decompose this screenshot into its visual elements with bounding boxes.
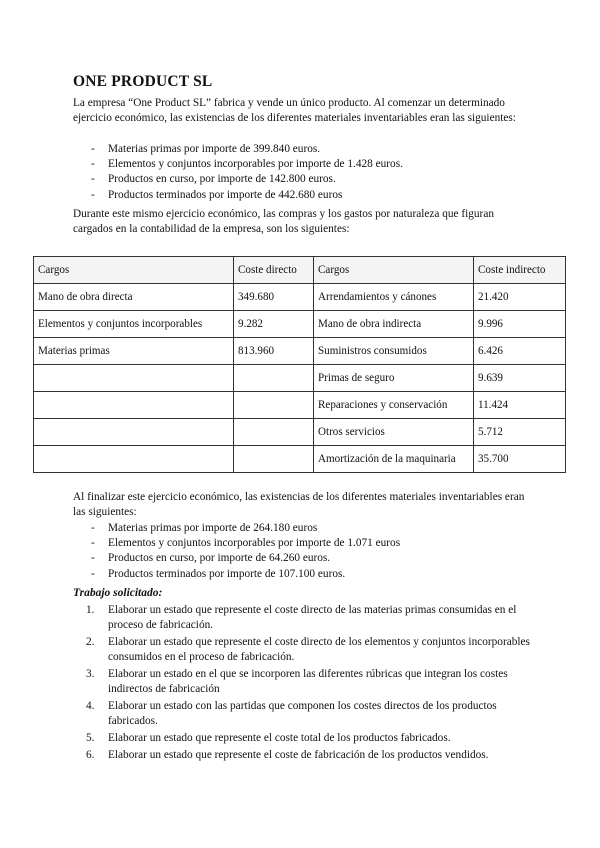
column-header: Cargos: [34, 257, 234, 284]
table-cell: [234, 392, 314, 419]
table-cell: [34, 365, 234, 392]
table-cell: Arrendamientos y cánones: [314, 284, 474, 311]
list-item: [73, 731, 543, 746]
table-cell: Mano de obra directa: [34, 284, 234, 311]
table-cell: Mano de obra indirecta: [314, 311, 474, 338]
list-item: - Productos terminados por importe de 107.100 euros.: [73, 567, 543, 582]
table-cell: 21.420: [474, 284, 566, 311]
list-item: [73, 635, 543, 665]
table-cell: 9.282: [234, 311, 314, 338]
list-item: - Materias primas por importe de 399.840 euros.: [73, 142, 543, 157]
table-row: [34, 365, 566, 392]
column-header: Cargos: [314, 257, 474, 284]
column-header: Coste directo: [234, 257, 314, 284]
table-cell: Elementos y conjuntos incorporables: [34, 311, 234, 338]
final-intro-paragraph: Al finalizar este ejercicio económico, las existencias de los diferentes materiales inventariables eran las siguientes:: [73, 491, 525, 519]
table-header-row: [34, 257, 566, 284]
task-number: 2.: [86, 636, 95, 648]
list-item: - Materias primas por importe de 264.180 euros: [73, 521, 543, 536]
task-text: Elaborar un estado en el que se incorporen las diferentes rúbricas que integran los costes indirectos de fabricación: [108, 668, 508, 696]
intro-paragraph: La empresa “One Product SL” fabrica y vende un único producto. Al comenzar un determinado ejercicio económico, las existencias de los diferentes materiales inventariables eran las siguientes:: [73, 97, 516, 125]
table-row: [34, 419, 566, 446]
task-number: 1.: [86, 604, 95, 616]
list-item: - Productos en curso, por importe de 142.800 euros.: [73, 172, 543, 187]
list-item: [73, 748, 543, 763]
work-heading: Trabajo solicitado:: [73, 587, 163, 599]
table-cell: Materias primas: [34, 338, 234, 365]
task-text: Elaborar un estado que represente el coste directo de los elementos y conjuntos incorporables consumidos en el proceso de fabricación.: [108, 636, 530, 664]
table-cell: Primas de seguro: [314, 365, 474, 392]
table-cell: 5.712: [474, 419, 566, 446]
list-item: - Productos en curso, por importe de 64.260 euros.: [73, 551, 543, 566]
table-cell: Amortización de la maquinaria: [314, 446, 474, 473]
table-row: [34, 392, 566, 419]
table-cell: 6.426: [474, 338, 566, 365]
table-row: [34, 284, 566, 311]
task-number: 6.: [86, 748, 95, 761]
table-cell: [234, 419, 314, 446]
purchases-intro-paragraph: Durante este mismo ejercicio económico, las compras y los gastos por naturaleza que figuran cargados en la contabilidad de la empresa, son los siguientes:: [73, 208, 494, 236]
table-row: [34, 311, 566, 338]
table-cell: [234, 446, 314, 473]
task-number: 3.: [86, 668, 95, 680]
list-item: - Elementos y conjuntos incorporables por importe de 1.428 euros.: [73, 157, 543, 172]
task-text: Elaborar un estado que represente el coste directo de las materias primas consumidas en el proceso de fabricación.: [108, 604, 517, 632]
table-cell: 9.639: [474, 365, 566, 392]
list-item: [73, 699, 543, 729]
table-row: [34, 446, 566, 473]
task-number: 4.: [86, 700, 95, 712]
table-cell: 813.960: [234, 338, 314, 365]
table-cell: [234, 365, 314, 392]
table-cell: [34, 446, 234, 473]
costs-table: [33, 256, 566, 473]
table-cell: 11.424: [474, 392, 566, 419]
table-cell: 35.700: [474, 446, 566, 473]
list-item: - Productos terminados por importe de 442.680 euros: [73, 188, 543, 203]
final-stocks-list: [73, 521, 543, 582]
list-item: [73, 667, 543, 697]
column-header: Coste indirecto: [474, 257, 566, 284]
document-title: ONE PRODUCT SL: [73, 73, 213, 90]
task-number: 5.: [86, 732, 95, 744]
table-row: [34, 338, 566, 365]
initial-stocks-list: [73, 142, 543, 203]
table-cell: [34, 392, 234, 419]
table-cell: [34, 419, 234, 446]
table-cell: Reparaciones y conservación: [314, 392, 474, 419]
task-text: Elaborar un estado que represente el coste total de los productos fabricados.: [108, 732, 451, 744]
table-cell: 349.680: [234, 284, 314, 311]
table-cell: Otros servicios: [314, 419, 474, 446]
table-cell: Suministros consumidos: [314, 338, 474, 365]
list-item: - Elementos y conjuntos incorporables por importe de 1.071 euros: [73, 536, 543, 551]
list-item: [73, 603, 543, 633]
tasks-list: [73, 603, 543, 765]
task-text: Elaborar un estado con las partidas que componen los costes directos de los productos fabricados.: [108, 700, 497, 728]
task-text: Elaborar un estado que represente el coste de fabricación de los productos vendidos.: [108, 748, 489, 761]
table-cell: 9.996: [474, 311, 566, 338]
